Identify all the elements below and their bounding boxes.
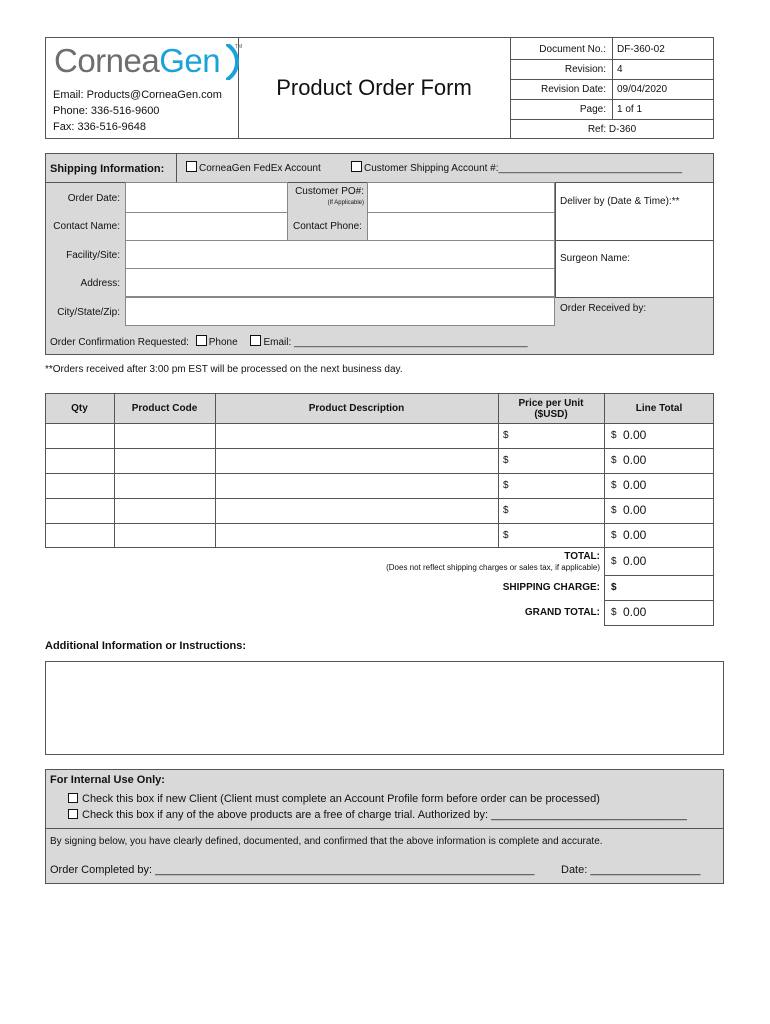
- facility-field[interactable]: [125, 240, 555, 269]
- row-price-symbol: $: [503, 505, 509, 516]
- row-total-value: 0.00: [623, 428, 647, 442]
- row-total-symbol: $: [611, 505, 617, 516]
- page-label: Page:: [579, 104, 606, 115]
- row-price-symbol: $: [503, 430, 509, 441]
- customer-po-label: Customer PO#:: [295, 186, 364, 197]
- order-date-field[interactable]: [125, 182, 288, 213]
- customer-account-option[interactable]: [351, 161, 682, 174]
- free-trial-label: Check this box if any of the above products are a free of charge trial. Authorized by: ________________________________: [82, 809, 687, 821]
- row-price-symbol: $: [503, 480, 509, 491]
- customer-po-note: (If Applicable): [327, 200, 364, 206]
- header-line-total: Line Total: [635, 403, 683, 414]
- address-field[interactable]: [125, 268, 555, 297]
- fedex-option[interactable]: [186, 161, 321, 174]
- confirmation-label: Order Confirmation Requested:: [50, 337, 189, 348]
- order-completed-by[interactable]: Order Completed by: ______________________________________________________________: [50, 864, 535, 876]
- city-label: City/State/Zip:: [57, 307, 120, 318]
- table-col-divider: [215, 393, 216, 548]
- deliver-by-label: Deliver by (Date & Time):**: [560, 196, 680, 207]
- doc-no-label: Document No.:: [539, 44, 606, 55]
- email-checkbox[interactable]: [250, 335, 261, 346]
- table-row-line: [45, 523, 714, 524]
- header-product-code: Product Code: [131, 403, 198, 414]
- signing-note: By signing below, you have clearly defined, documented, and confirmed that the above information is complete and accurate.: [50, 836, 603, 847]
- company-logo: [54, 42, 243, 80]
- ref-value: Ref: D-360: [587, 124, 637, 135]
- contact-email: Email: Products@CorneaGen.com: [53, 89, 222, 101]
- contact-name-label: Contact Name:: [53, 221, 120, 232]
- row-total-symbol: $: [611, 530, 617, 541]
- header-row-line: [510, 59, 714, 60]
- row-total-value: 0.00: [623, 503, 647, 517]
- table-row-line: [45, 448, 714, 449]
- doc-no-value: DF-360-02: [617, 44, 665, 55]
- header-product-description: Product Description: [308, 403, 405, 414]
- total-note: (Does not reflect shipping charges or sales tax, if applicable): [386, 563, 600, 572]
- customer-account-checkbox[interactable]: [351, 161, 362, 172]
- contact-fax: Fax: 336-516-9648: [53, 121, 146, 133]
- fedex-checkbox[interactable]: [186, 161, 197, 172]
- customer-po-field[interactable]: [367, 182, 555, 213]
- header-row-line: [510, 119, 714, 120]
- header-qty: Qty: [71, 403, 88, 414]
- city-field[interactable]: [125, 297, 555, 326]
- grand-total-label: GRAND TOTAL:: [524, 607, 600, 618]
- new-client-option[interactable]: [68, 793, 600, 805]
- total-symbol: $: [611, 556, 617, 567]
- row-total-symbol: $: [611, 430, 617, 441]
- order-date-label: Order Date:: [67, 193, 120, 204]
- new-client-checkbox[interactable]: [68, 793, 78, 803]
- contact-phone-label: Contact Phone:: [293, 221, 362, 232]
- deliver-by-panel: [555, 182, 714, 241]
- address-label: Address:: [80, 278, 120, 289]
- shipping-charge-label: SHIPPING CHARGE:: [502, 582, 600, 593]
- confirmation-row: [50, 335, 528, 348]
- page-value: 1 of 1: [617, 104, 643, 115]
- contact-phone: Phone: 336-516-9600: [53, 105, 160, 117]
- page-title: Product Order Form: [276, 75, 472, 100]
- table-row-line: [45, 473, 714, 474]
- revision-value: 4: [617, 64, 623, 75]
- total-value: 0.00: [623, 554, 647, 568]
- row-total-symbol: $: [611, 480, 617, 491]
- revision-label: Revision:: [564, 64, 606, 75]
- phone-option-label: Phone: [208, 337, 238, 348]
- header-divider-values: [612, 37, 613, 119]
- additional-info-textarea[interactable]: [45, 661, 724, 755]
- new-client-label: Check this box if new Client (Client must complete an Account Profile form before order can be processed): [82, 793, 600, 805]
- row-price-symbol: $: [503, 530, 509, 541]
- table-row-line: [45, 498, 714, 499]
- revision-date-label: Revision Date:: [540, 84, 606, 95]
- phone-checkbox[interactable]: [196, 335, 207, 346]
- total-box: [604, 547, 714, 576]
- shipping-charge-symbol: $: [611, 582, 617, 593]
- additional-info-heading: Additional Information or Instructions:: [45, 640, 247, 652]
- row-total-value: 0.00: [623, 478, 647, 492]
- order-cutoff-note: **Orders received after 3:00 pm EST will be processed on the next business day.: [45, 364, 403, 375]
- completion-date[interactable]: Date: __________________: [561, 864, 701, 876]
- logo-text-gen: Gen: [159, 42, 221, 79]
- logo-trademark: TM: [235, 44, 243, 50]
- free-trial-option[interactable]: [68, 809, 687, 821]
- row-total-value: 0.00: [623, 453, 647, 467]
- total-label: TOTAL:: [564, 551, 600, 562]
- header-price-line1: Price per Unit: [518, 398, 584, 409]
- free-trial-checkbox[interactable]: [68, 809, 78, 819]
- fedex-label: CorneaGen FedEx Account: [199, 163, 321, 174]
- header-row-line: [510, 99, 714, 100]
- grand-total-symbol: $: [611, 607, 617, 618]
- revision-date-value: 09/04/2020: [617, 84, 668, 95]
- row-total-symbol: $: [611, 455, 617, 466]
- grand-total-value: 0.00: [623, 605, 647, 619]
- order-received-label: Order Received by:: [560, 303, 647, 314]
- shipping-heading-divider: [176, 153, 177, 182]
- header-price-line2: ($USD): [534, 409, 568, 420]
- internal-use-heading: For Internal Use Only:: [50, 774, 165, 786]
- surgeon-label: Surgeon Name:: [560, 253, 631, 264]
- shipping-heading: Shipping Information:: [50, 163, 165, 175]
- logo-text-cornea: Cornea: [54, 42, 160, 79]
- contact-phone-field[interactable]: [367, 212, 555, 241]
- row-total-value: 0.00: [623, 528, 647, 542]
- row-price-symbol: $: [503, 455, 509, 466]
- facility-label: Facility/Site:: [66, 250, 120, 261]
- surgeon-panel: [555, 240, 714, 298]
- internal-use-divider: [45, 828, 724, 829]
- contact-name-field[interactable]: [125, 212, 288, 241]
- customer-account-label: Customer Shipping Account #:_________________________________: [364, 163, 683, 174]
- table-col-divider: [114, 393, 115, 548]
- header-row-line: [510, 79, 714, 80]
- shipping-charge-box: [604, 575, 714, 601]
- email-option-label: Email: __________________________________________: [263, 337, 528, 348]
- grand-total-box: [604, 600, 714, 626]
